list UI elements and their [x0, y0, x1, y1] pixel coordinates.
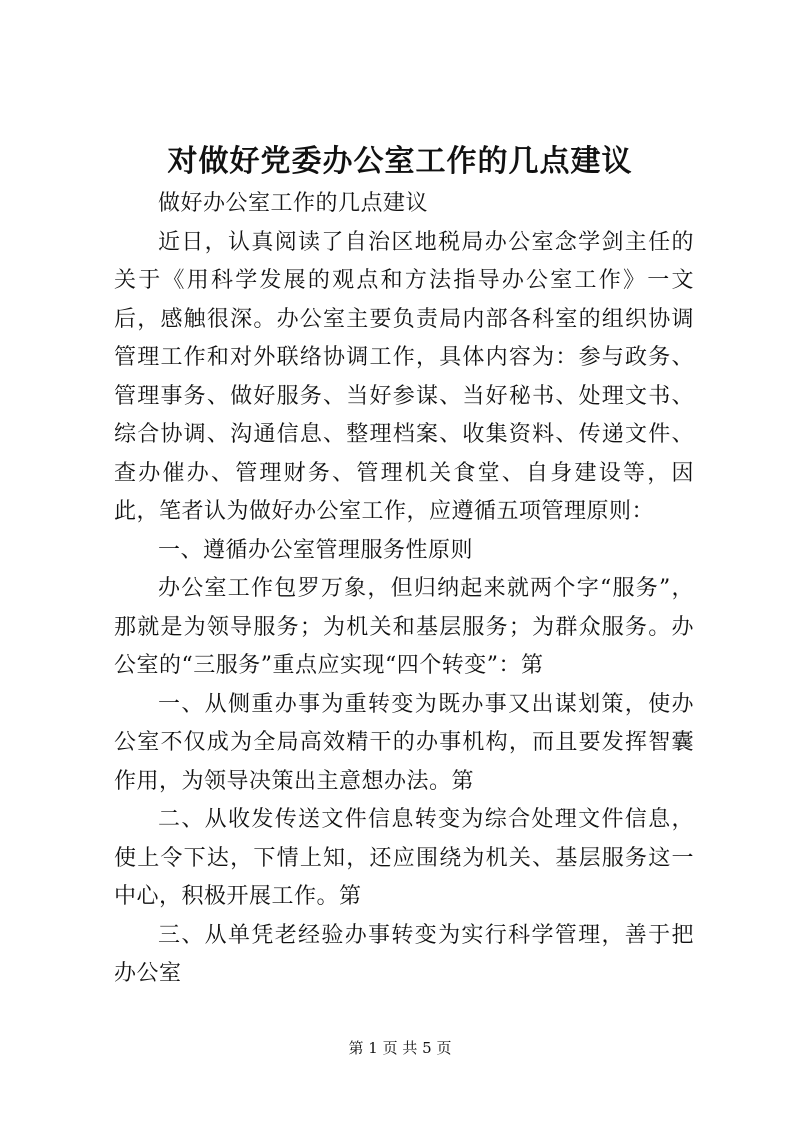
document-title: 对做好党委办公室工作的几点建议 — [167, 144, 633, 179]
paragraph-principle-heading: 一、遵循办公室管理服务性原则 — [158, 537, 474, 563]
page-number-footer: 第 1 页 共 5 页 — [348, 1039, 452, 1057]
document-body — [114, 185, 694, 994]
paragraph-point-three: 三、从单凭老经验办事转变为实行科学管理，善于把办公室 — [114, 922, 694, 986]
paragraph-point-two: 二、从收发传送文件信息转变为综合处理文件信息，使上令下达，下情上知，还应围绕为机关、基层服务这一中心，积极开展工作。第 — [114, 807, 694, 909]
paragraph-point-one: 一、从侧重办事为重转变为既办事又出谋划策，使办公室不仅成为全局高效精干的办事机构，而且要发挥智囊作用，为领导决策出主意想办法。第 — [114, 691, 694, 794]
paragraph-subtitle: 做好办公室工作的几点建议 — [158, 191, 429, 216]
paragraph-intro: 近日，认真阅读了自治区地税局办公室念学剑主任的关于《用科学发展的观点和方法指导办公室工作》一文后，感触很深。办公室主要负责局内部各科室的组织协调管理工作和对外联络协调工作，具体内容为：参与政务、管理事务、做好服务、当好参谋、当好秘书、处理文书、综合协调、沟通信息、整理档案、收集资料、传递文件、查办催办、管理财务、管理机关食堂、自身建设等，因此，笔者认为做好办公室工作，应遵循五项管理原则： — [114, 229, 694, 524]
paragraph-service: 办公室工作包罗万象，但归纳起来就两个字“服务”，那就是为领导服务；为机关和基层服务；为群众服务。办公室的“三服务”重点应实现“四个转变”：第 — [114, 576, 694, 678]
